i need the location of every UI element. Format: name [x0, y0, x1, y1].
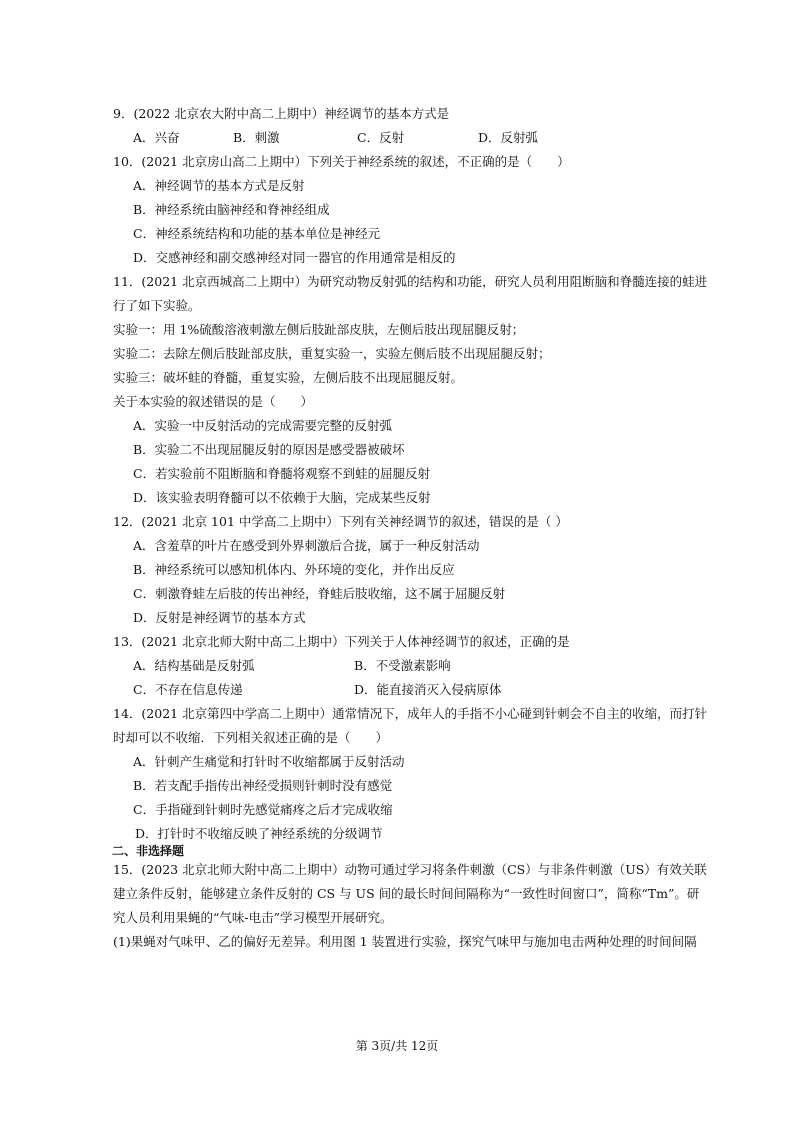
q11-experiment-3: 实验三：破坏蛙的脊髓，重复实验，左侧后肢不出现屈腿反射。 [113, 370, 464, 385]
q9-option-d: D．反射弧 [478, 130, 539, 145]
q10-option-d: D．交感神经和副交感神经对同一器官的作用通常是相反的 [133, 250, 456, 265]
q10-option-c: C．神经系统结构和功能的基本单位是神经元 [133, 226, 381, 241]
q13-option-c: C．不存在信息传递 [133, 682, 243, 697]
q14-option-b: B．若支配手指传出神经受损则针刺时没有感觉 [133, 778, 393, 793]
q14-option-d: D．打针时不收缩反映了神经系统的分级调节 [135, 826, 383, 841]
q15-line3: 究人员利用果蝇的“气味-电击”学习模型开展研究。 [113, 910, 393, 925]
q14-stem-line2: 时却可以不收缩．下列相关叙述正确的是（ ） [113, 730, 389, 745]
q11-question: 关于本实验的叙述错误的是（ ） [113, 394, 314, 409]
q11-option-c: C．若实验前不阻断脑和脊髓将观察不到蛙的屈腿反射 [133, 466, 431, 481]
q9-option-c: C．反射 [357, 130, 405, 145]
q14-option-c: C．手指碰到针刺时先感觉痛疼之后才完成收缩 [133, 802, 393, 817]
section-heading: 二、非选择题 [112, 844, 185, 858]
q11-option-d: D．该实验表明脊髓可以不依赖于大脑，完成某些反射 [133, 490, 431, 505]
q12-stem: 12．(2021 北京 101 中学高二上期中）下列有关神经调节的叙述，错误的是（ ） [113, 514, 568, 529]
q15-line4: (1)果蝇对气味甲、乙的偏好无差异。利用图 1 装置进行实验，探究气味甲与施加电击两种处理的时间间隔 [113, 934, 697, 949]
q12-option-a: A．含羞草的叶片在感受到外界刺激后合拢，属于一种反射活动 [133, 538, 480, 553]
q11-experiment-1: 实验一：用 1%硫酸溶液刺激左侧后肢趾部皮肤，左侧后肢出现屈腿反射； [113, 322, 525, 337]
q9-option-b: B．刺激 [233, 130, 280, 145]
q13-options-row2 [0, 684, 794, 700]
q11-stem-line1: 11．(2021 北京西城高二上期中）为研究动物反射弧的结构和功能，研究人员利用阻断脑和脊髓连接的蛙进 [113, 274, 708, 289]
q13-stem: 13．(2021 北京北师大附中高二上期中）下列关于人体神经调节的叙述，正确的是 [113, 634, 570, 649]
q13-options-row1 [0, 660, 794, 676]
q10-stem: 10．(2021 北京房山高二上期中）下列关于神经系统的叙述，不正确的是（ ） [113, 154, 570, 169]
q11-option-b: B．实验二不出现屈腿反射的原因是感受器被破坏 [133, 442, 405, 457]
q14-option-a: A．针刺产生痛觉和打针时不收缩都属于反射活动 [133, 754, 405, 769]
q15-line2: 建立条件反射，能够建立条件反射的 CS 与 US 间的最长时间间隔称为“一致性时间窗口”，简称“Tm”。研 [113, 886, 700, 901]
q15-line1: 15．(2023 北京北师大附中高二上期中）动物可通过学习将条件刺激（CS）与非条件刺激（US）有效关联 [113, 862, 707, 877]
q14-stem-line1: 14．(2021 北京第四中学高二上期中）通常情况下，成年人的手指不小心碰到针刺会不自主的收缩，而打针 [113, 706, 708, 721]
q12-option-d: D．反射是神经调节的基本方式 [133, 610, 306, 625]
q10-option-b: B．神经系统由脑神经和脊神经组成 [133, 202, 330, 217]
q12-option-c: C．刺激脊蛙左后肢的传出神经，脊蛙后肢收缩，这不属于屈腿反射 [133, 586, 506, 601]
q10-option-a: A．神经调节的基本方式是反射 [133, 178, 305, 193]
q9-options [0, 132, 794, 148]
q13-option-b: B．不受激素影响 [354, 658, 451, 673]
q13-option-a: A．结构基础是反射弧 [133, 658, 255, 673]
q12-option-b: B．神经系统可以感知机体内、外环境的变化，并作出反应 [133, 562, 455, 577]
q11-experiment-2: 实验二：去除左侧后肢趾部皮肤，重复实验一，实验左侧后肢不出现屈腿反射； [113, 346, 551, 361]
q11-option-a: A．实验一中反射活动的完成需要完整的反射弧 [133, 418, 393, 433]
q9-stem: 9．(2022 北京农大附中高二上期中）神经调节的基本方式是 [113, 106, 450, 121]
q13-option-d: D．能直接消灭入侵病原体 [354, 682, 502, 697]
q9-option-a: A．兴奋 [133, 130, 180, 145]
q11-stem-line2: 行了如下实验。 [113, 298, 201, 313]
page-number: 第 3页/共 12页 [355, 1039, 439, 1053]
